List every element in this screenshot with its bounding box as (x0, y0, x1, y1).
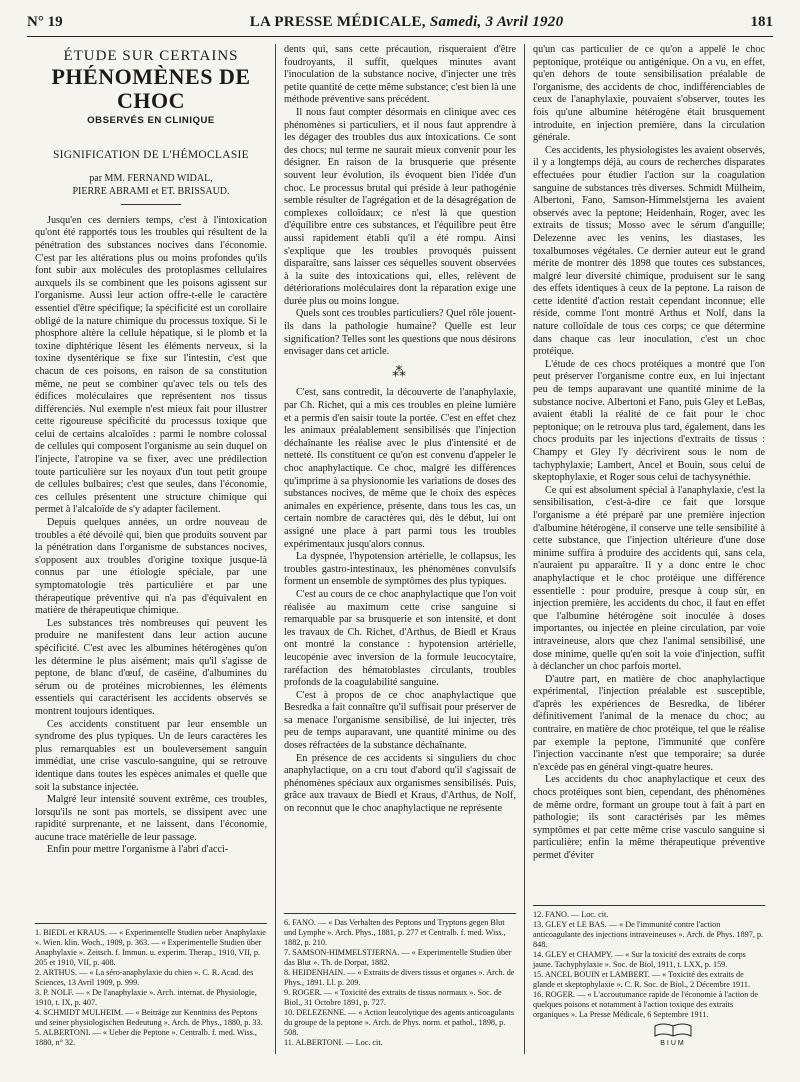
paragraph: C'est, sans contredit, la découverte de l'anaphylaxie, par Ch. Richet, qui a mis ces troubles en pleine lumière et a permis d'en saisir toute la portée. C'est en effet chez les animaux préalablement sensibilisés que l'injection déchaînante les réalise avec le plus d'intensité et de netteté. Ils constituent ce qu'on est convenu d'appeler le choc anaphylactique. Ce choc, malgré les différences qu'imprime à sa physionomie les variations de doses des substances nocives, de même que le choix des espèces animales en expérience, présente, dans tous les cas, un certain nombre de caractères qui, dès le début, lui ont assigné une place à part parmi tous les troubles expérimentaux jusqu'alors connus. (284, 387, 516, 550)
paragraph: La dyspnée, l'hypotension artérielle, le collapsus, les troubles gastro-intestinaux, les phénomènes convulsifs forment un ensemble de symptômes des plus typiques. (284, 551, 516, 588)
paragraph: Enfin pour mettre l'organisme à l'abri d'acci- (47, 844, 229, 856)
logo-text: BIUM (660, 1040, 686, 1047)
footnote: 2. ARTHUS. — « La séro-anaphylaxie du chien ». C. R. Acad. des Sciences, 13 Avril 1909, p. 999. (35, 968, 254, 987)
footnote: 11. ALBERTONI. — Loc. cit. (284, 1038, 383, 1047)
paragraph: Il nous faut compter désormais en clinique avec ces phénomènes si particuliers, et il nous faut apprendre à les dégager des troubles dus aux intoxications. Ce sont des chocs; nul terme ne saurait mieux convenir pour les désigner. En raison de la brusquerie que présente souvent leur évolution, ils évoquent bien l'idée d'un choc. Le processus brutal qui préside à leur pathogénie semble résulter de l'agrégation et de la désagrégation de complexes colloïdaux; ce n'est là que question d'équilibre entre ces substances, et l'équilibre peut être aussi rapidement établi qu'il a été rompu. Ainsi s'explique que les troubles provoqués puissent disparaître, sans laisser ces séquelles souvent observées à la suite des intoxications qui, elles, relèvent de détériorations moléculaires dont la réparation exige une durée plus ou moins longue. (284, 106, 516, 307)
paragraph: Ces accidents constituent par leur ensemble un syndrome des plus typiques. Un de leurs caractères les plus remarquables est un bouleversement sanguin immédiat, une crise vasculo-sanguine, qui se retrouve identique dans toutes les espèces animales et quelle que soit la substance injectée. (35, 718, 267, 793)
issue-date: Samedi, 3 Avril 1920 (429, 14, 564, 30)
columns (27, 44, 773, 1054)
footnote: 1. BIEDL et KRAUS. — « Experimentelle Studien ueber Anaphylaxie ». Wien. klin. Woch., 1909, p. 363. — « Experimentelle Studien über Anaphylaxie ». Zeitsch. f. Immun. u. experim. Therap., 1910, VII, p. 205 et 1910, VII, p. 408. (35, 928, 266, 967)
footnotes-3 (533, 905, 765, 1020)
paragraph: Les accidents du choc anaphylactique et ceux des chocs protéiques sont bien, cependant, des phénomènes de même ordre, formant un groupe tout à fait à part en pathologie; ils sont caractérisés par les mêmes symptômes et par cette même crise vasculo sanguine si particulière; enfin la même thérapeutique préventive permet d'éviter (533, 774, 765, 861)
footnote: 10. DELEZENNE. — « Action leucolytique des agents anticoagulants du groupe de la peptone ». Arch. de Phys. norm. et pathol., 1898, p. 508. (284, 1008, 515, 1037)
footnote: 5. ALBERTONI. — « Ueber die Peptone ». Centralb. f. med. Wiss., 1880, n° 32. (35, 1028, 257, 1047)
footnote: 9. ROGER. — « Toxicité des extraits de tissus normaux ». Soc. de Biol., 31 Octobre 1891, p. 727. (284, 988, 502, 1007)
footnote: 14. GLEY et CHAMPY. — « Sur la toxicité des extraits de corps jaune. Tachyphylaxie ». Soc. de Biol, 1911, t. LXX, p. 159. (533, 950, 746, 969)
paragraph: Depuis quelques années, un ordre nouveau de troubles a été dévoilé qui, bien que produits souvent par la pénétration dans l'organisme de substances nocives, s'opposent aux troubles d'origine toxique jusque-là connus par une étiologie spéciale, par une symptomatologie très particulière et par une thérapeutique préventive qui n'a pas d'équivalent en matière de thérapeutique chimique. (35, 517, 267, 617)
running-header (27, 14, 773, 34)
column-1 (27, 44, 275, 1054)
pre-title: ÉTUDE SUR CERTAINS (63, 48, 239, 64)
authors (35, 172, 267, 198)
paragraph: C'est à propos de ce choc anaphylactique que Besredka a fait connaître qu'il suffisait pour préserver de sa menace l'organisme sensibilisé, de lui injecter, très peu de temps auparavant, une quantité minime ou des doses réfractées de la substance déchaînante. (284, 689, 516, 752)
paragraph: Quels sont ces troubles particuliers? Quel rôle jouent-ils dans la pathologie humaine? Quelle est leur signification? Telles sont les questions que nous désirons envisager dans cet article. (284, 308, 516, 358)
footnote: 13. GLEY et LE BAS. — « De l'immunité contre l'action anticoagulante des injections intraveineuses ». Arch. de Phys. 1897, p. 848. (533, 920, 764, 949)
paragraph: Ces accidents, les physiologistes les avaient observés, il y a longtemps déjà, au cours de recherches disparates effectuées pour étudier l'action sur la coagulation sanguine de substances très diverses. Schmidt Mülheim, Albertoni, Fano, Samson-Himmelstjerna les avaient observés avec la peptone; Heidenhain, Roger, avec les extraits de tissus; Mosso avec le sérum d'anguille; Delezenne avec les venins, les diastases, les toxalbumoses végétales. Ce dernier auteur eut le grand mérite de montrer dès 1898 que toutes ces substances, malgré leur diversité chimique, produisent sur le sang des effets identiques à ceux de la peptone. La raison de cette identité d'action restait cependant inconnue; elle réside, comme l'ont montré Arthus et Nolf, dans la nature colloïdale de tous ces corps; ce que détermine dans chaque cas leur inoculation, c'est un choc protéique. (533, 144, 765, 358)
column-2 (275, 44, 524, 1054)
page-number: 181 (750, 14, 773, 30)
article-title: PHÉNOMÈNES DE CHOC (51, 63, 251, 113)
journal-line: LA PRESSE MÉDICALE, Samedi, 3 Avril 1920 (249, 14, 564, 30)
footnotes-1 (35, 923, 267, 1048)
open-book-icon (653, 1022, 693, 1038)
paragraph: C'est au cours de ce choc anaphylactique que l'on voit réalisée au maximum cette crise sanguine si remarquable par sa brusquerie et son intensité, et dont les travaux de Ch. Richet, d'Arthus, de Biedl et Kraus ont montré la constance : hypotension artérielle, leucopénie avec inversion de la formule leucocytaire, raréfaction des hématoblastes circulants, troubles profonds de la coagulabilité sanguine. (284, 588, 516, 689)
paragraph: Les substances très nombreuses qui peuvent les produire ne manifestent dans leur action aucune spécificité. C'est avec les albumines hétérogènes qu'on les détermine le plus aisément; mais qu'il s'agisse de peptone, de blanc d'œuf, de caséine, d'albumines du sérum ou de protéines microbiennes, les éléments essentiels qui caractérisent les accidents observés se montrent toujours identiques. (35, 617, 267, 717)
bium-logo (643, 1022, 703, 1050)
footnote: 8. HEIDENHAIN. — « Extraits de divers tissus et organes ». Arch. de Phys., 1891. Ll. p. 209. (284, 968, 515, 987)
section-title: SIGNIFICATION DE L'HÉMOCLASIE (52, 149, 250, 162)
footnote: 4. SCHMIDT MULHEIM. — « Beiträge zur Kenntniss des Peptons und seiner physiologischen Bedeutung ». Arch. de Phys., 1880, p. 33. (35, 1008, 263, 1027)
paragraph: Ce qui est absolument spécial à l'anaphylaxie, c'est la sensibilisation, c'est-à-dire ce fait que lorsque l'organisme a été préparé par une première injection d'albumine hétérogène, il conserve une telle sensibilité à cette substance, que l'injection ultérieure d'une dose minime suffira à produire des accidents qui, sans cela, n'auraient pu apparaître. Il y a donc entre le choc anaphylactique et le choc protéique une différence essentielle : pour produire, presque à coup sûr, en injection première, les accidents du choc, il faut en effet que l'albumine hétérogène soit inoculée à doses importantes, ou injectée en pleine circulation, par voie intraveineuse, alors que chez l'animal sensibilisé, une dose minime, quelle qu'en soit la voie d'injection, suffit à déclancher un choc parfois mortel. (533, 484, 765, 673)
footnote: 3. P. NOLF. — « De l'anaphylaxie ». Arch. internat. de Physiologie, 1910, t. IX, p. 407. (35, 988, 257, 1007)
paragraph: dents qui, sans cette précaution, risqueraient d'être foudroyants, il suffit, quelques minutes avant l'inoculation de la substance nocive, d'injecter une très petite quantité de cette même substance; c'est bien là une méthode préventive sans précédent. (284, 44, 516, 106)
paragraph: Jusqu'en ces derniers temps, c'est à l'intoxication qu'ont été rapportés tous les troubles qui résultent de la pénétration des substances nocives dans l'économie. C'est par les altérations plus ou moins profondes qu'ils font subir aux molécules des protoplasmes cellulaires auxquels ils se combinent que les poisons agissent sur l'organisme. Aussi leur action offre-t-elle le caractère essentiel d'être spécifique; la spécificité est un corollaire obligé de la nature chimique du processus toxique. Si le phosphore altère la cellule hépatique, si le plomb et la toxine diphtérique lèsent les éléments nerveux, si la toxine dysentérique se fixe sur l'intestin, c'est que chacun de ces poisons, en raison de sa constitution même, ne peut se combiner qu'avec tels ou tels des édifices moléculaires que représentent nos tissus différenciés. Nul exemple n'est mieux fait pour illustrer cette rigoureuse spécificité du processus toxique que celui de certains alcaloïdes : parmi le nombre colossal de cellules qui composent l'organisme au sein duquel on l'injecte, l'atropine va se fixer, avec une prédilection toute particulière sur les noyaux d'un tout petit groupe de cellules bulbaires; c'est que seules, dans l'économie, ces cellules présentent une structure chimique qui permet à l'alcaloïde de s'y adapter facilement. (35, 214, 267, 516)
footnotes-2 (284, 913, 516, 1048)
header-rule (27, 36, 773, 37)
paragraph: Malgré leur intensité souvent extrême, ces troubles, lorsqu'ils ne sont pas mortels, se dissipent avec une rapidité surprenante, et ne laissent, dans l'économie, aucune trace matérielle de leur passage. (35, 794, 267, 843)
footnote: 16. ROGER. — « L'accoutumance rapide de l'économie à l'action de quelques poisons et notamment à l'action toxique des extraits organiques ». La Presse Médicale, 6 Septembre 1911. (533, 990, 758, 1019)
footnote: 7. SAMSON-HIMMELSTJERNA. — « Experimentelle Studien über das Blut ». Th. de Dorpat, 1882. (284, 948, 512, 967)
footnote: 15. ANCEL BOUIN et LAMBERT. — « Toxicité des extraits de glande et skeptophylaxie ». C. R. Soc. de Biol., 2 Décembre 1911. (533, 970, 751, 989)
paragraph: L'étude de ces chocs protéiques a montré que l'on peut préserver l'organisme contre eux, en lui injectant peu de temps auparavant une quantité minime de la substance nocive. Albertoni et Fano, puis Gley et LeBas, avaient établi la réalité de ce fait pour le choc peptonique; on le retrouva plus tard, également, dans les chocs produits par les injections d'extraits de tissus : Champy et Gley l'y décrivirent sous le nom de tachyphylaxie; Lambert, Ancel et Bouin, sous celui de skeptophylaxie, et Roger sous celui de tachysynéthie. (533, 358, 765, 484)
authors-line-2: PIERRE ABRAMI et ET. BRISSAUD. (72, 185, 230, 197)
paragraph: En présence de ces accidents si singuliers du choc anaphylactique, on a cru tout d'abord qu'il s'agissait de phénomènes spéciaux aux organismes sensibilisés. Puis, grâce aux travaux de Biedl et Kraus, d'Arthus, de Nolf, on reconnut que le choc anaphylactique ne représente (284, 752, 516, 815)
paragraph: D'autre part, en matière de choc anaphylactique expérimental, l'injection préalable est susceptible, d'après les expériences de Besredka, de libérer définitivement l'animal de la menace du choc; au contraire, en matière de choc protéique, tel que le réalise par exemple la peptone, l'immunité que confère l'injection vaccinante n'est que temporaire; sa durée n'excède pas en général vingt-quatre heures. (533, 673, 765, 773)
paragraph: qu'un cas particulier de ce qu'on a appelé le choc peptonique, protéique ou antigénique. On a vu, en effet, qu'en dehors de toute sensibilisation préalable de l'organisme, des accidents de choc, indifférenciables de ceux de l'anaphylaxie, pouvaient s'observer, toutes les fois qu'une albumine hétérogène était brusquement introduite, en injection première, dans la circulation générale. (533, 44, 765, 144)
authors-line-1: par MM. FERNAND WIDAL, (89, 172, 213, 184)
issue-number: N° 19 (27, 14, 63, 30)
title-rule (121, 204, 181, 205)
article-subtitle: OBSERVÉS EN CLINIQUE (87, 114, 215, 126)
journal-title: LA PRESSE MÉDICALE (249, 14, 422, 30)
footnote: 6. FANO. — « Das Verhalten des Peptons und Tryptons gegen Blut und Lymphe ». Arch. Phys., 1881, p. 277 et Centralb. f. med. Wiss., 1882, p. 210. (284, 918, 506, 947)
section-stars: ⁂ (392, 364, 408, 380)
footnote: 12. FANO. — Loc. cit. (533, 910, 609, 919)
col1-body (35, 215, 267, 857)
column-3 (524, 44, 773, 1054)
